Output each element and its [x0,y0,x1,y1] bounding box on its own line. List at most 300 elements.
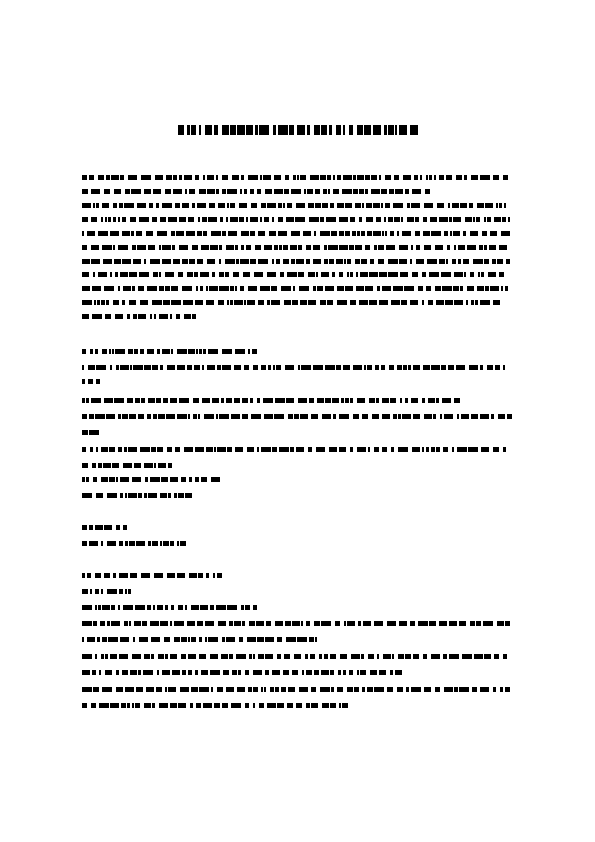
glyph-block [82,286,90,291]
glyph-block [257,637,264,642]
glyph-block [363,621,371,626]
glyph-block [339,245,348,250]
glyph-block [142,621,147,626]
glyph-block [125,589,127,594]
text-line-illegible [82,573,222,578]
glyph-block [191,687,198,692]
glyph-block [96,379,100,384]
glyph-block [163,300,170,305]
glyph-block [386,245,395,250]
glyph-block [95,605,97,610]
glyph-block [158,414,165,419]
glyph-block [203,349,206,354]
glyph-block [251,203,257,208]
glyph-block [319,654,322,659]
glyph-block [333,414,336,419]
glyph-block [118,217,120,222]
glyph-block [364,365,366,370]
glyph-block [178,605,183,610]
glyph-block [188,637,190,642]
glyph-block [337,300,347,305]
glyph-block [267,272,276,277]
glyph-block [125,493,127,498]
glyph-block [423,217,427,222]
glyph-block [400,398,402,403]
glyph-block [258,300,264,305]
glyph-block [371,175,377,180]
glyph-block [452,259,456,264]
glyph-block [329,447,337,452]
glyph-block [176,231,184,236]
text-line-illegible [82,654,510,659]
glyph-block [118,286,120,291]
glyph-block [471,175,478,180]
glyph-block [472,687,477,692]
glyph-block [253,670,262,675]
glyph-block [463,259,469,264]
glyph-block [129,541,135,546]
glyph-block [197,203,206,208]
glyph-block [248,349,250,354]
glyph-block [328,245,338,250]
glyph-block [92,670,96,675]
glyph-block [257,447,259,452]
glyph-block [98,463,102,468]
glyph-block [405,189,409,194]
glyph-block [218,300,224,305]
glyph-block [349,245,354,250]
glyph-block [82,259,90,264]
glyph-block [199,349,202,354]
glyph-block [105,654,108,659]
text-line-illegible [82,217,512,222]
glyph-block [157,231,167,236]
glyph-block [253,365,258,370]
glyph-block [300,175,306,180]
glyph-block [222,231,226,236]
glyph-block [422,300,424,305]
glyph-block [122,300,125,305]
glyph-block [337,175,341,180]
glyph-block [458,259,461,264]
glyph-block [120,493,123,498]
glyph-block [196,703,201,708]
glyph-block [134,349,138,354]
glyph-block [206,573,209,578]
glyph-block [216,605,226,610]
glyph-block [109,447,115,452]
glyph-block [424,414,432,419]
glyph-block [411,398,418,403]
glyph-block [267,703,276,708]
glyph-block [153,272,158,277]
text-line-illegible [82,175,508,180]
glyph-block [165,605,168,610]
glyph-block [248,175,258,180]
glyph-block [390,398,396,403]
text-line-illegible [82,414,512,419]
glyph-block [113,245,115,250]
glyph-block [159,703,168,708]
glyph-block [164,637,170,642]
glyph-block [435,687,440,692]
glyph-block [353,414,359,419]
glyph-block [118,447,122,452]
glyph-block [470,621,475,626]
glyph-block [454,300,463,305]
glyph-block [497,259,503,264]
glyph-block [170,654,177,659]
glyph-block [129,414,136,419]
glyph-block [459,621,466,626]
glyph-block [130,573,137,578]
glyph-block [423,365,430,370]
glyph-block [118,245,128,250]
glyph-block [339,217,348,222]
glyph-block [103,463,111,468]
glyph-block [277,654,281,659]
glyph-block [429,621,436,626]
glyph-block [267,203,276,208]
glyph-block [159,314,168,319]
glyph-block [340,654,347,659]
glyph-block [245,670,249,675]
glyph-block [188,670,192,675]
glyph-block [190,703,193,708]
glyph-block [221,398,224,403]
glyph-block [195,670,198,675]
glyph-block [426,175,428,180]
glyph-block [125,687,134,692]
glyph-block [128,175,137,180]
text-line-illegible [82,314,202,319]
glyph-block [480,175,490,180]
glyph-block [184,447,193,452]
text-line-illegible [82,463,178,468]
glyph-block [368,447,370,452]
glyph-block [157,605,163,610]
glyph-block [337,203,344,208]
glyph-block [178,272,183,277]
glyph-block [402,414,411,419]
glyph-block [395,189,403,194]
glyph-block [263,175,271,180]
glyph-block [283,245,288,250]
glyph-block [489,245,496,250]
glyph-block [185,493,192,498]
glyph-block [132,245,136,250]
glyph-block [470,231,478,236]
glyph-block [248,687,252,692]
glyph-block [265,637,274,642]
glyph-block [109,477,115,482]
glyph-block [151,637,160,642]
glyph-block [116,365,119,370]
glyph-block [132,286,135,291]
glyph-block [102,605,110,610]
glyph-block [82,203,91,208]
glyph-block [187,125,190,135]
glyph-block [123,463,132,468]
glyph-block [412,447,420,452]
glyph-block [165,272,174,277]
glyph-block [477,286,484,291]
glyph-block [426,286,431,291]
glyph-block [188,217,194,222]
glyph-block [147,349,154,354]
glyph-block [448,203,450,208]
glyph-block [108,637,118,642]
glyph-block [362,414,368,419]
glyph-block [330,654,336,659]
glyph-block [120,175,124,180]
text-line-illegible [82,245,512,250]
glyph-block [236,654,246,659]
glyph-block [295,217,305,222]
glyph-block [203,231,207,236]
glyph-block [230,125,236,135]
glyph-block [261,365,266,370]
glyph-block [258,259,268,264]
glyph-block [269,231,276,236]
glyph-block [245,703,249,708]
glyph-block [180,687,189,692]
glyph-block [425,189,430,194]
glyph-block [450,231,452,236]
glyph-block [327,300,333,305]
glyph-block [82,525,87,530]
glyph-block [163,398,168,403]
glyph-block [122,231,130,236]
glyph-block [259,703,264,708]
glyph-block [332,398,339,403]
glyph-block [352,231,356,236]
glyph-block [107,493,117,498]
glyph-block [96,203,99,208]
glyph-block [173,189,182,194]
glyph-block [479,245,483,250]
glyph-block [92,286,101,291]
glyph-block [296,447,304,452]
glyph-block [222,125,229,135]
glyph-block [367,231,372,236]
glyph-block [199,654,206,659]
glyph-block [307,189,313,194]
glyph-block [357,670,359,675]
glyph-block [150,477,160,482]
glyph-block [110,365,112,370]
glyph-block [199,637,202,642]
glyph-block [112,463,119,468]
glyph-block [410,300,418,305]
glyph-block [253,605,257,610]
glyph-block [151,654,154,659]
glyph-block [152,703,155,708]
glyph-block [234,621,241,626]
glyph-block [480,300,490,305]
glyph-block [227,447,232,452]
glyph-block [150,621,159,626]
glyph-block [168,687,176,692]
glyph-block [176,314,180,319]
glyph-block [133,365,143,370]
glyph-block [197,259,203,264]
glyph-block [350,300,356,305]
glyph-block [135,703,140,708]
glyph-block [241,231,249,236]
glyph-block [321,670,329,675]
glyph-block [388,217,393,222]
glyph-block [314,621,320,626]
glyph-block [496,203,498,208]
glyph-block [378,259,384,264]
glyph-block [102,245,112,250]
text-line-illegible [82,637,320,642]
glyph-block [284,189,289,194]
glyph-block [158,654,164,659]
glyph-block [296,203,305,208]
glyph-block [434,175,436,180]
glyph-block [331,231,337,236]
glyph-block [227,300,229,305]
glyph-block [399,621,407,626]
glyph-block [294,414,299,419]
glyph-block [131,189,141,194]
glyph-block [390,231,394,236]
glyph-block [350,398,353,403]
glyph-block [163,541,169,546]
glyph-block [110,654,117,659]
glyph-block [171,300,181,305]
glyph-block [93,621,97,626]
text-line-illegible [82,189,432,194]
glyph-block [87,637,95,642]
glyph-block [416,259,424,264]
glyph-block [202,365,204,370]
glyph-block [235,286,237,291]
glyph-block [308,203,314,208]
glyph-block [119,541,123,546]
glyph-block [204,414,214,419]
glyph-block [106,414,115,419]
glyph-block [314,670,319,675]
glyph-block [412,272,418,277]
glyph-block [135,605,145,610]
glyph-block [499,245,507,250]
glyph-block [369,272,378,277]
glyph-block [160,541,162,546]
glyph-block [182,670,186,675]
glyph-block [210,245,218,250]
text-line-illegible [82,605,257,610]
text-line-illegible [82,670,402,675]
glyph-block [310,654,315,659]
glyph-block [313,245,320,250]
glyph-block [470,272,474,277]
glyph-block [181,637,187,642]
glyph-block [195,175,199,180]
glyph-block [373,231,381,236]
glyph-block [289,125,294,135]
glyph-block [150,259,160,264]
glyph-block [120,272,128,277]
glyph-block [89,430,99,435]
glyph-block [453,217,461,222]
glyph-block [82,447,86,452]
glyph-block [323,189,327,194]
glyph-block [160,217,166,222]
glyph-block [464,175,467,180]
glyph-block [422,398,425,403]
glyph-block [251,414,261,419]
glyph-block [132,654,141,659]
glyph-block [484,654,491,659]
glyph-block [249,654,252,659]
glyph-block [369,300,377,305]
glyph-block [430,217,437,222]
glyph-block [253,703,255,708]
glyph-block [109,349,111,354]
glyph-block [92,463,96,468]
glyph-block [410,621,415,626]
glyph-block [144,463,153,468]
glyph-block [388,272,398,277]
glyph-block [478,272,480,277]
glyph-block [175,447,180,452]
glyph-block [317,286,323,291]
glyph-block [226,245,234,250]
glyph-block [370,259,374,264]
glyph-block [89,414,94,419]
glyph-block [250,217,258,222]
glyph-block [401,217,403,222]
glyph-block [259,125,269,135]
glyph-block [483,621,493,626]
glyph-block [402,231,411,236]
glyph-block [339,447,346,452]
glyph-block [473,259,483,264]
glyph-block [343,125,345,135]
glyph-block [495,365,500,370]
glyph-block [120,477,129,482]
glyph-block [257,398,260,403]
glyph-block [95,349,98,354]
glyph-block [370,670,377,675]
glyph-block [264,414,273,419]
glyph-block [115,349,125,354]
glyph-block [235,245,238,250]
glyph-block [113,203,117,208]
glyph-block [216,189,219,194]
glyph-block [178,703,186,708]
glyph-block [183,300,193,305]
glyph-block [339,272,343,277]
glyph-block [274,189,283,194]
glyph-block [174,621,184,626]
glyph-block [241,605,244,610]
glyph-block [82,314,89,319]
glyph-block [367,365,372,370]
glyph-block [351,654,360,659]
glyph-block [441,365,446,370]
glyph-block [141,175,151,180]
glyph-block [139,272,149,277]
glyph-block [329,125,332,135]
glyph-block [82,621,92,626]
glyph-block [322,703,329,708]
glyph-block [159,286,164,291]
glyph-block [320,300,326,305]
